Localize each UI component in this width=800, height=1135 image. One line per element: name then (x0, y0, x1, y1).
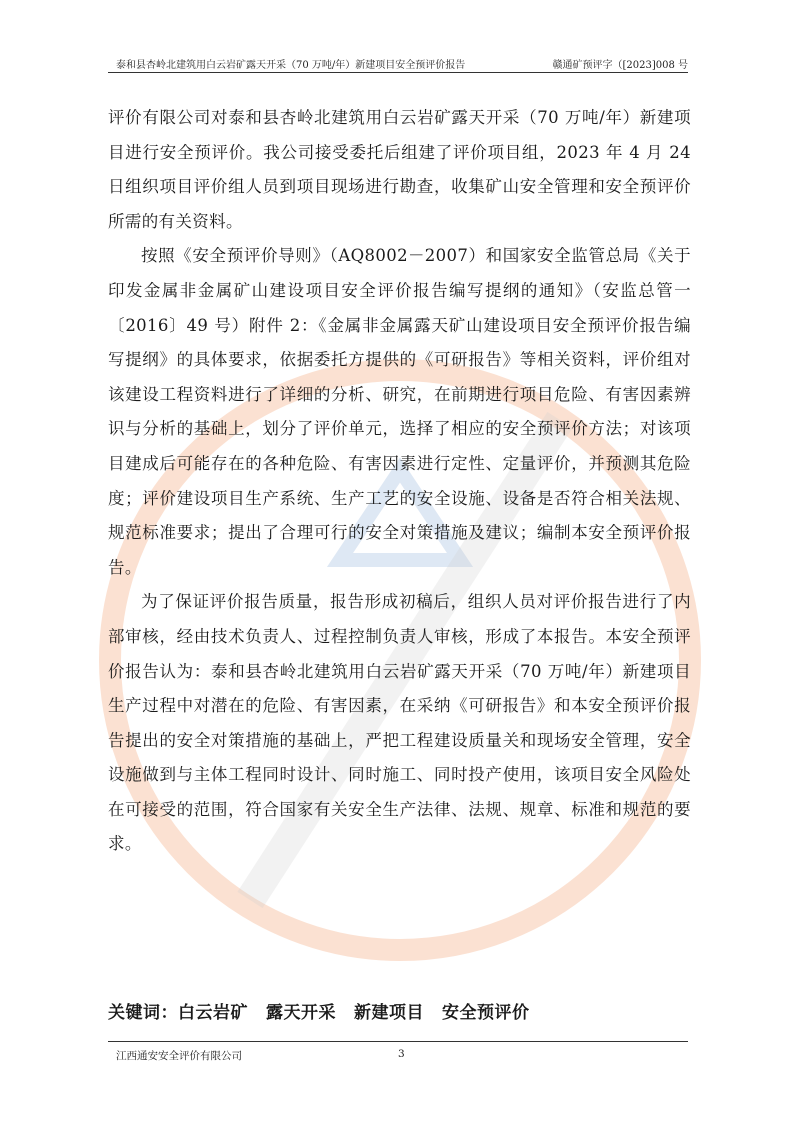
header-doc-number: 赣通矿预评字（[2023]008 号 (552, 60, 688, 71)
body-paragraph: 按照《安全预评价导则》（AQ8002－2007）和国家安全监管总局《关于印发金属非金属矿山建设项目安全评价报告编写提纲的通知》（安监总管一〔2016〕49 号）附件 2：《金属非金属露天矿山建设项目安全预评价报告编写提纲》的具体要求，依据委托方提供的《可研报告》等相关资料，评价组对该建设工程资料进行了详细的分析、研究，在前期进行项目危险、有害因素辨识与分析的基础上，划分了评价单元，选择了相应的安全预评价方法；对该项目建成后可能存在的各种危险、有害因素进行定性、定量评价，并预测其危险度；评价建设项目生产系统、生产工艺的安全设施、设备是否符合相关法规、规范标准要求；提出了合理可行的安全对策措施及建议；编制本安全预评价报告。 (108, 246, 691, 577)
body-paragraph: 为了保证评价报告质量，报告形成初稿后，组织人员对评价报告进行了内部审核，经由技术负责人、过程控制负责人审核，形成了本报告。本安全预评价报告认为：泰和县杏岭北建筑用白云岩矿露天开采（70 万吨/年）新建项目生产过程中对潜在的危险、有害因素，在采纳《可研报告》和本安全预评价报告提出的安全对策措施的基础上，严把工程建设质量关和现场安全管理，安全设施做到与主体工程同时设计、同时施工、同时投产使用，该项目安全风险处在可接受的范围，符合国家有关安全生产法律、法规、规章、标准和规范的要求。 (108, 592, 691, 854)
keyword: 露天开采 (266, 1003, 336, 1023)
page-header (108, 54, 688, 73)
keyword: 新建项目 (354, 1003, 424, 1023)
keyword: 白云岩矿 (178, 1003, 248, 1023)
report-body (108, 101, 691, 862)
keywords-label: 关键词： (108, 1003, 178, 1023)
body-paragraph: 评价有限公司对泰和县杏岭北建筑用白云岩矿露天开采（70 万吨/年）新建项目进行安全预评价。我公司接受委托后组建了评价项目组，2023 年 4 月 24 日组织项目评价组人员到项目现场进行勘查，收集矿山安全管理和安全预评价所需的有关资料。 (108, 108, 691, 231)
keywords-line (108, 998, 548, 1023)
header-title: 泰和县杏岭北建筑用白云岩矿露天开采（70 万吨/年）新建项目安全预评价报告 (116, 60, 466, 71)
keyword: 安全预评价 (442, 1003, 530, 1023)
footer-company: 江西通安安全评价有限公司 (116, 1050, 242, 1062)
page-number: 3 (398, 1048, 405, 1060)
page-footer (108, 1041, 688, 1060)
